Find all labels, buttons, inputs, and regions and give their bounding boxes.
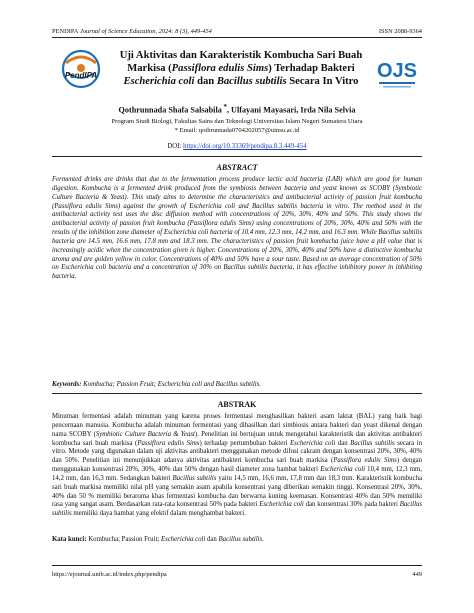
- abstrak-heading: ABSTRAK: [217, 400, 257, 409]
- journal-url[interactable]: https://ejournal.unib.ac.id/index.php/pendipa: [52, 571, 167, 578]
- header-rule: [52, 37, 422, 38]
- journal-citation: PENDIPA Journal of Science Education, 2024: 8 (3), 449-454: [52, 28, 212, 35]
- page-number: 449: [412, 571, 422, 578]
- svg-text:OJS: OJS: [376, 60, 418, 82]
- svg-text:PendIPA: PendIPA: [64, 71, 98, 80]
- abstract-heading: ABSTRACT: [216, 163, 258, 172]
- pendipa-logo-icon: [52, 47, 110, 95]
- abstract-rule-bottom: [52, 393, 422, 394]
- author-email: * Email: qothrunnada0704202057@uinsu.ac.id: [174, 127, 300, 134]
- abstract-rule-top: [52, 156, 422, 157]
- issn: ISSN 2088-9364: [378, 28, 422, 35]
- ojs-logo-icon: [372, 52, 422, 92]
- footer-rule: [52, 565, 422, 566]
- journal-citation-rest: Journal of Science Education, 2024: 8 (3), 449-454: [78, 28, 212, 35]
- author-list: Qothrunnada Shafa Salsabila *, Ulfayani Mayasari, Irda Nila Selvia: [118, 104, 356, 115]
- running-head: [52, 28, 422, 35]
- abstract-paragraph: Fermented drinks are drinks that due to the fermentation process produce lactic acid bacteria (LAB) which are good for human digestion. Kombucha is a fermented drink produced from the symbiosis between bacteria and yeast known as SCOBY (Symbiotic Culture Bacteria & Yeast). This study aims to determine the characteristics and antibacterial activity of passion fruit kombucha (Passiflora edulis Sims) against the growth of Escherichia coli and Bacillus subtilis bacteria in vitro. The method used in the antibacterial activity test uses the disc diffusion method with concentrations of 20%, 30%, 40% and 50%. This study shows the antibacterial activity of passion fruit kombucha (Passiflora edulis Sims) using concentrations of 20%, 30%, 40% and 50% with the results of the inhibition zone diameter of Escherichia coli bacteria of 10.4 mm, 12.3 mm, 14.2 mm, and 16.3 mm. While Bacillus subtilis bacteria are 14.5 mm, 16.6 mm, 17.8 mm and 18.3 mm. The characteristics of passion fruit kombucha juice have a pH value that is increasingly acidic when the concentration given is higher. Concentrations of 20%, 30%, 40% and 50% have a distinctive kombucha aroma and are golden yellow in color. Concentrations of 40% and 50% have a sour taste. Based on an average concentration of 50% on Escherichia coli bacteria and a concentration of 30% on Bacillus subtilis bacteria, it has effective inhibitory power in inhibiting bacteria.: [52, 176, 422, 281]
- article-title: Uji Aktivitas dan Karakteristik Kombucha Sari Buah Markisa (Passiflora edulis Sims) Terhadap Bakteri Escherichia coli dan Bacillus subtilis Secara In Vitro: [119, 50, 363, 87]
- kata-kunci: Kata kunci: Kombucha; Passion Fruit; Escherichia coli dan Bacillus subtilis.: [52, 536, 264, 543]
- keywords: Keywords: Kombucha; Passion Fruit; Escherichia coli and Bacillus subtilis.: [52, 381, 261, 388]
- abstrak-paragraph: Minuman fermentasi adalah minuman yang karena proses fermentasi menghasilkan bakteri asam laktat (BAL) yang baik bagi pencernaan manusia. Kombucha adalah minuman fermentasi yang dihasilkan dari simbiosis antara bakteri dan yeast dikenal dengan nama SCOBY (Symbiotic Culture Bacteria & Yeast). Penelitian ini bertujuan untuk mengetahui karakteristik dan aktivitas antibakteri kombucha sari buah markisa (Passiflora edulis Sims) terhadap pertumbuhan bakteri Escherichia coli dan Bacillus subtilis secara in vitro. Metode yang digunakan dalam uji aktivitas antibakteri menggunakan metode difusi cakram dengan konsentrasi 20%, 30%, 40% dan 50%. Penelitian ini menunjukkan adanya aktivitas antibakteri kombucha sari buah markisa (Passiflora edulis Sims) dengan menggunakan konsentrasi 20%, 30%, 40% dan 50% dengan hasil diameter zona hambat bakteri Escherichia coli 10,4 mm, 12,3 mm, 14,2 mm, dan 16,3 mm. Sedangkan bakteri Bacillus subtilis yaitu 14,5 mm, 16,6 mm, 17,8 mm dan 18,3 mm. Karakteristik kombucha sari buah markisa memiliki nilai pH yang semakin asam apabila konsentrasi yang diberikan semakin tinggi. Konsentrasi 20%, 30%, 40% dan 50 % memiliki beraroma khas fermentasi kombucha dan berwarna kuning keemasan. Konsentrasi 40% dan 50% memiliki rasa yang sangat asam. Berdasarkan rata-rata konsentrasi 50% pada bakteri Escherichia coli dan konsentrasi 30% pada bakteri Bacillus subtilis memiliki daya hambat yang efektif dalam menghambat bakteri.: [52, 413, 423, 518]
- doi-link[interactable]: https://doi.org/10.33369/pendipa.8.3.449-454: [183, 143, 307, 150]
- page-footer: [52, 571, 422, 578]
- affiliation: Program Studi Biologi, Fakultas Sains dan Teknologi Universitas Islam Negeri Sumatera Utara * Email: qothrunnada0704202057@uinsu.ac.id: [52, 117, 422, 135]
- doi-line: DOI: https://doi.org/10.33369/pendipa.8.3.449-454: [167, 143, 307, 150]
